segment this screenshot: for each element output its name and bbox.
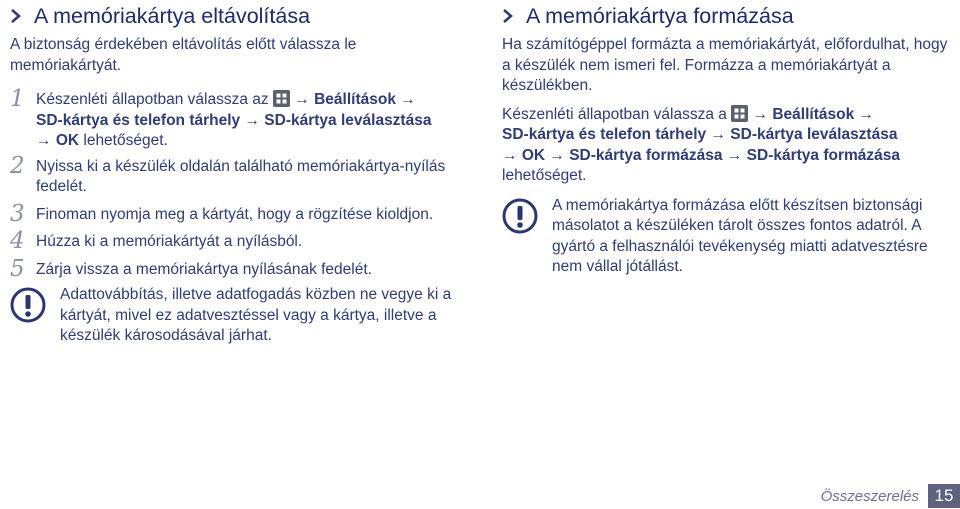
chevron-right-icon [502,9,514,23]
left-column [10,0,472,347]
step-1: 1 Készenléti állapotban válassza az → Beállítások → SD-kártya és telefon tárhely → SD-kártya leválasztása → OK lehetőséget. [10,86,432,149]
step-number: 1 [10,86,25,112]
page-number: 15 [928,484,960,508]
chevron-right-icon [10,9,22,23]
step-3: 3 Finoman nyomja meg a kártyát, hogy a rögzítése kioldjon. [10,200,434,227]
warning-icon [10,287,46,323]
warning-icon [502,198,538,234]
step-number: 4 [10,228,25,254]
apps-grid-icon [731,105,748,122]
step-number: 5 [10,255,25,282]
warning-text: A memóriakártya formázása előtt készítsen biztonsági másolatot a készüléken tárolt összes fontos adatról. A gyártó a felhasználói tevékenység miatti adatvesztésre nem vállal jótállást. [552,196,928,275]
warning-text: Adattovábbítás, illetve adatfogadás közben ne vegye ki a kártyát, mivel ez adatvesztéssel vagy a kártya, illetve a készülék károsodásával járhat. [60,286,452,344]
page-footer [821,484,960,508]
format-path: Készenléti állapotban válassza a → Beállítások → SD-kártya és telefon tárhely → SD-kártya leválasztása → OK → SD-kártya formázása → SD-kártya formázása lehetőséget. [502,105,901,184]
step-4: 4 Húzza ki a memóriakártyát a nyílásból. [10,228,303,254]
intro-text: A biztonság érdekében eltávolítás előtt válassza le memóriakártyát. [10,36,357,74]
section-title-format [502,2,954,30]
intro-text: Ha számítógéppel formázta a memóriakártyát, előfordulhat, hogy a készülék nem ismeri fel. Formázza a memóriakártyát a készülékben. [502,36,948,94]
step-number: 3 [10,200,25,227]
section-title-text: A memóriakártya eltávolítása [34,4,311,28]
footer-section-label: Összeszerelés [820,487,919,505]
step-5: 5 Zárja vissza a memóriakártya nyílásának fedelét. [10,255,372,282]
step-number: 2 [10,152,25,179]
section-title-text: A memóriakártya formázása [526,4,794,28]
section-title-remove [10,2,472,30]
right-column [502,0,954,278]
warning-note [10,285,462,347]
warning-note [502,196,952,278]
step-2: 2 Nyissa ki a készülék oldalán található memóriakártya-nyílás fedelét. [10,152,446,195]
apps-grid-icon [273,90,290,107]
